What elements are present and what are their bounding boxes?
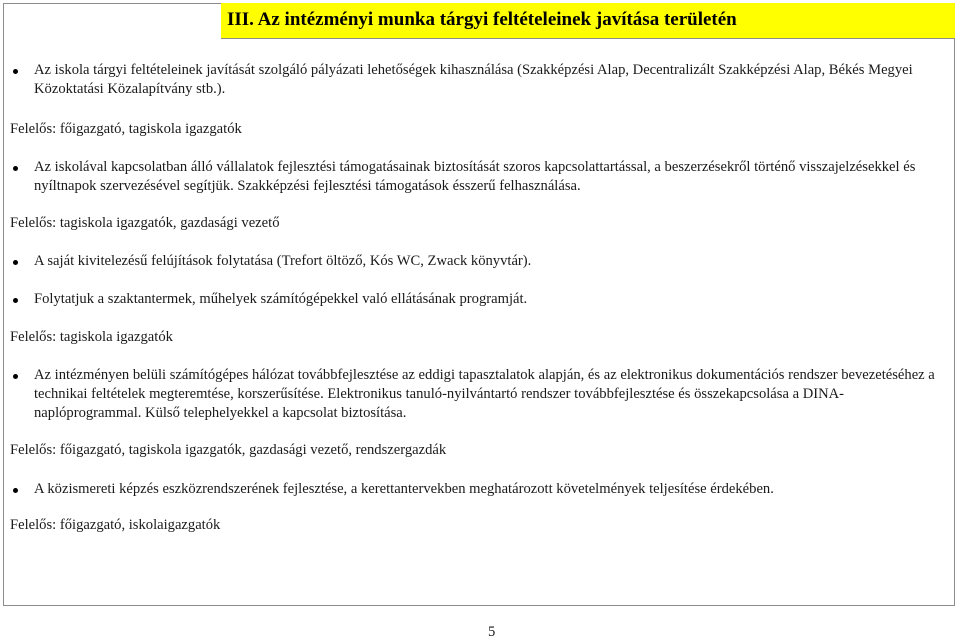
page-number: 5: [488, 624, 496, 640]
list-item: [13, 61, 938, 99]
responsible-line: Felelős: tagiskola igazgatók: [10, 329, 173, 345]
bullet-icon: [13, 69, 18, 74]
bullet-icon: [13, 374, 18, 379]
responsible-line: Felelős: főigazgató, tagiskola igazgatók: [10, 121, 242, 137]
responsible-line: Felelős: főigazgató, tagiskola igazgatók, gazdasági vezető, rendszergazdák: [10, 442, 447, 458]
section-title: III. Az intézményi munka tárgyi feltételeinek javítása területén: [227, 9, 737, 30]
section-title-bar: [221, 3, 955, 39]
list-item: [13, 290, 938, 309]
list-item-text: Az intézményen belüli számítógépes hálózat továbbfejlesztése az eddigi tapasztalatok alapján, és az elektronikus dokumentációs rendszer bevezetéséhez a technikai feltételek megteremtése, korszerűsítése. Elektronikus tanuló-nyilvántartó rendszer továbbfejlesztése és összekapcsolása a DINA-naplóprogrammal. Külső telephelyekkel a kapcsolat biztosítása.: [34, 367, 935, 421]
bullet-icon: [13, 166, 18, 171]
list-item-text: A közismereti képzés eszközrendszerének fejlesztése, a kerettantervekben meghatározott követelmények teljesítése érdekében.: [34, 481, 774, 497]
list-item: [13, 158, 938, 196]
list-item: [13, 480, 938, 499]
list-item: [13, 366, 938, 423]
list-item-text: Az iskola tárgyi feltételeinek javítását szolgáló pályázati lehetőségek kihasználása (Szakképzési Alap, Decentralizált Szakképzési Alap, Békés Megyei Közoktatási Közalapítvány stb.).: [34, 62, 913, 97]
responsible-line: Felelős: tagiskola igazgatók, gazdasági vezető: [10, 215, 280, 231]
bullet-icon: [13, 298, 18, 303]
list-item-text: Az iskolával kapcsolatban álló vállalatok fejlesztési támogatásainak biztosítását szoros kapcsolattartással, a beszerzésekről történő visszajelzésekkel és nyíltnapok szervezésével segítjük. Szakképzési fejlesztési támogatások ésszerű felhasználása.: [34, 159, 916, 194]
bullet-icon: [13, 488, 18, 493]
list-item-text: Folytatjuk a szaktantermek, műhelyek számítógépekkel való ellátásának programját.: [34, 291, 528, 307]
bullet-icon: [13, 260, 18, 265]
responsible-line: Felelős: főigazgató, iskolaigazgatók: [10, 517, 221, 533]
list-item: [13, 252, 938, 271]
list-item-text: A saját kivitelezésű felújítások folytatása (Trefort öltöző, Kós WC, Zwack könyvtár).: [34, 253, 532, 269]
